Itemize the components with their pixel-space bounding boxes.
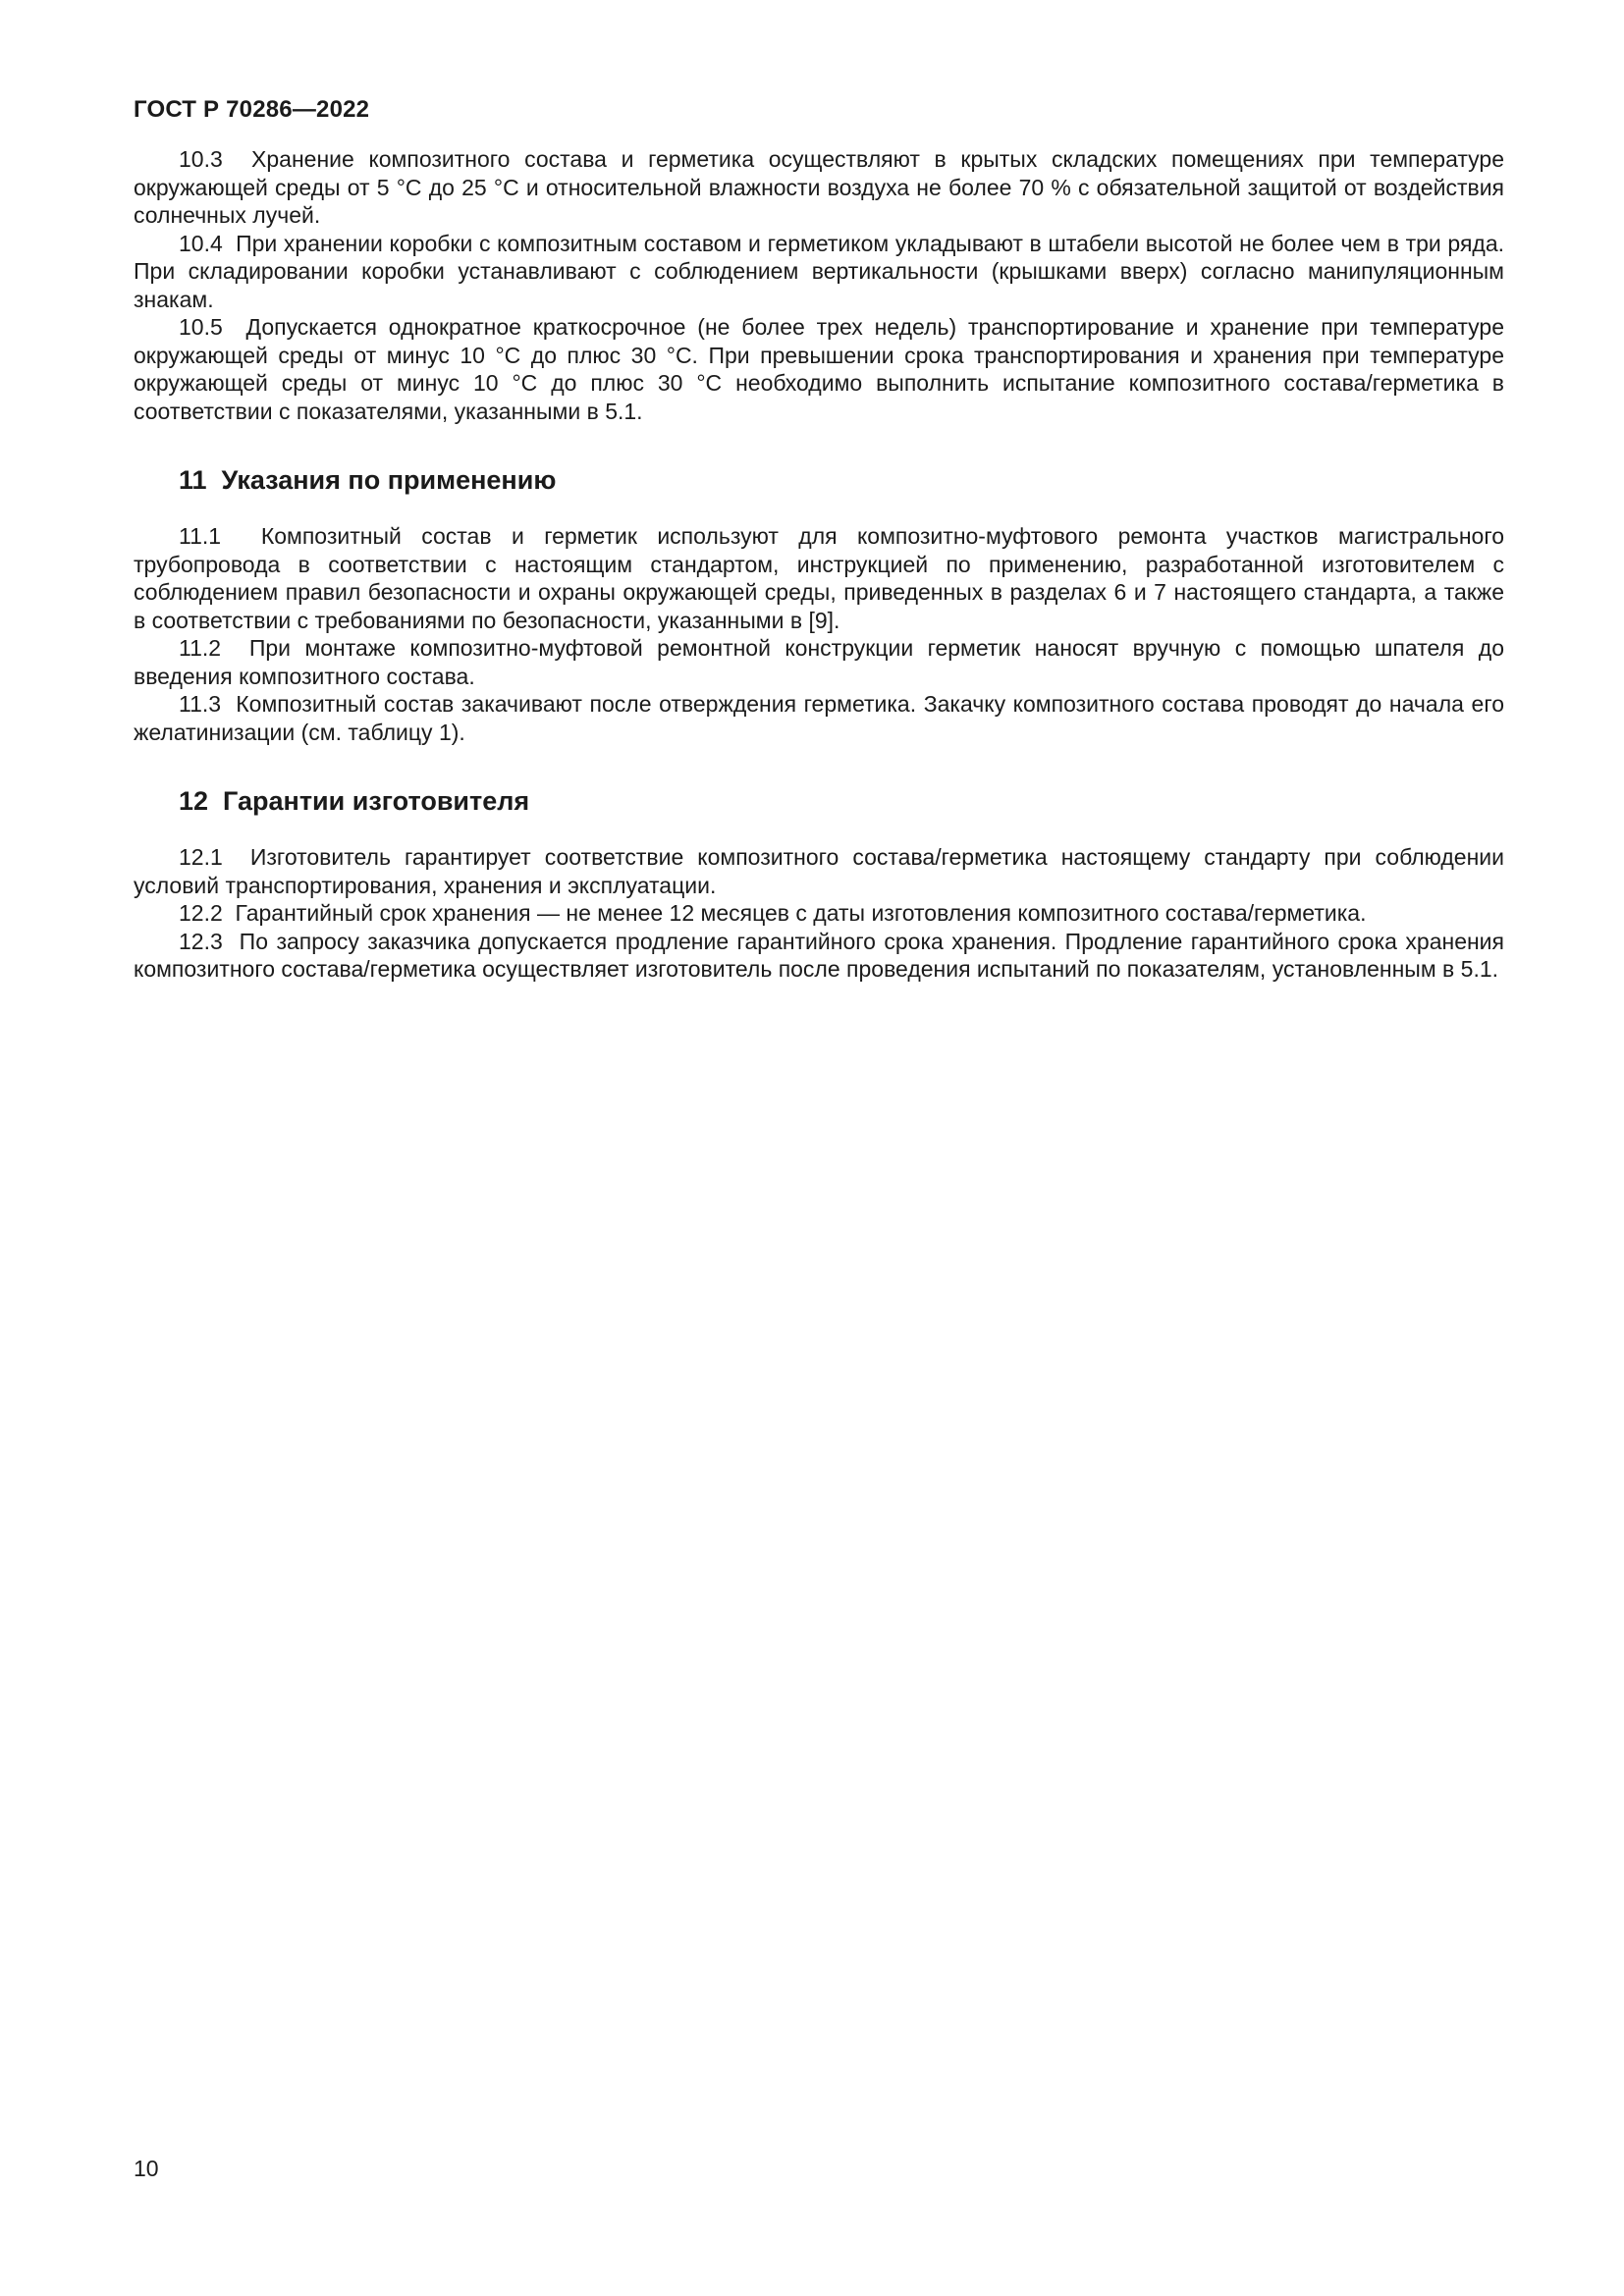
- paragraph-12-1: 12.1 Изготовитель гарантирует соответствие композитного состава/герметика настоящему стандарту при соблюдении условий транспортирования, хранения и эксплуатации.: [134, 844, 1504, 898]
- page-number: 10: [134, 2156, 159, 2181]
- paragraph-10-4: 10.4 При хранении коробки с композитным составом и герметиком укладывают в штабели высотой не более чем в три ряда. При складировании коробки устанавливают с соблюдением вертикальности (крышками вверх) согласно манипуляционным знакам.: [134, 230, 1504, 312]
- section-heading-12: 12 Гарантии изготовителя: [179, 786, 530, 816]
- document-code-header: ГОСТ Р 70286—2022: [134, 96, 370, 123]
- document-body: [134, 145, 1504, 984]
- paragraph-12-3: 12.3 По запросу заказчика допускается продление гарантийного срока хранения. Продление гарантийного срока хранения композитного состава/герметика осуществляет изготовитель после проведения испытаний по показателям, установленным в 5.1.: [134, 928, 1504, 982]
- paragraph-10-3: 10.3 Хранение композитного состава и герметика осуществляют в крытых складских помещениях при температуре окружающей среды от 5 °С до 25 °С и относительной влажности воздуха не более 70 % с обязательной защитой от воздействия солнечных лучей.: [134, 146, 1504, 228]
- paragraph-11-2: 11.2 При монтаже композитно-муфтовой ремонтной конструкции герметик наносят вручную с помощью шпателя до введения композитного состава.: [134, 635, 1504, 689]
- paragraph-12-2: 12.2 Гарантийный срок хранения — не менее 12 месяцев с даты изготовления композитного состава/герметика.: [179, 900, 1367, 926]
- section-heading-11: 11 Указания по применению: [179, 465, 557, 495]
- paragraph-11-1: 11.1 Композитный состав и герметик используют для композитно-муфтового ремонта участков магистрального трубопровода в соответствии с настоящим стандартом, инструкцией по применению, разработанной изготовителем с соблюдением правил безопасности и охраны окружающей среды, приведенных в разделах 6 и 7 настоящего стандарта, а также в соответствии с требованиями по безопасности, указанными в [9].: [134, 523, 1504, 633]
- paragraph-10-5: 10.5 Допускается однократное краткосрочное (не более трех недель) транспортирование и хранение при температуре окружающей среды от минус 10 °С до плюс 30 °С. При превышении срока транспортирования и хранения при температуре окружающей среды от минус 10 °С до плюс 30 °С необходимо выполнить испытание композитного состава/герметика в соответствии с показателями, указанными в 5.1.: [134, 314, 1504, 424]
- paragraph-11-3: 11.3 Композитный состав закачивают после отверждения герметика. Закачку композитного состава проводят до начала его желатинизации (см. таблицу 1).: [134, 691, 1504, 745]
